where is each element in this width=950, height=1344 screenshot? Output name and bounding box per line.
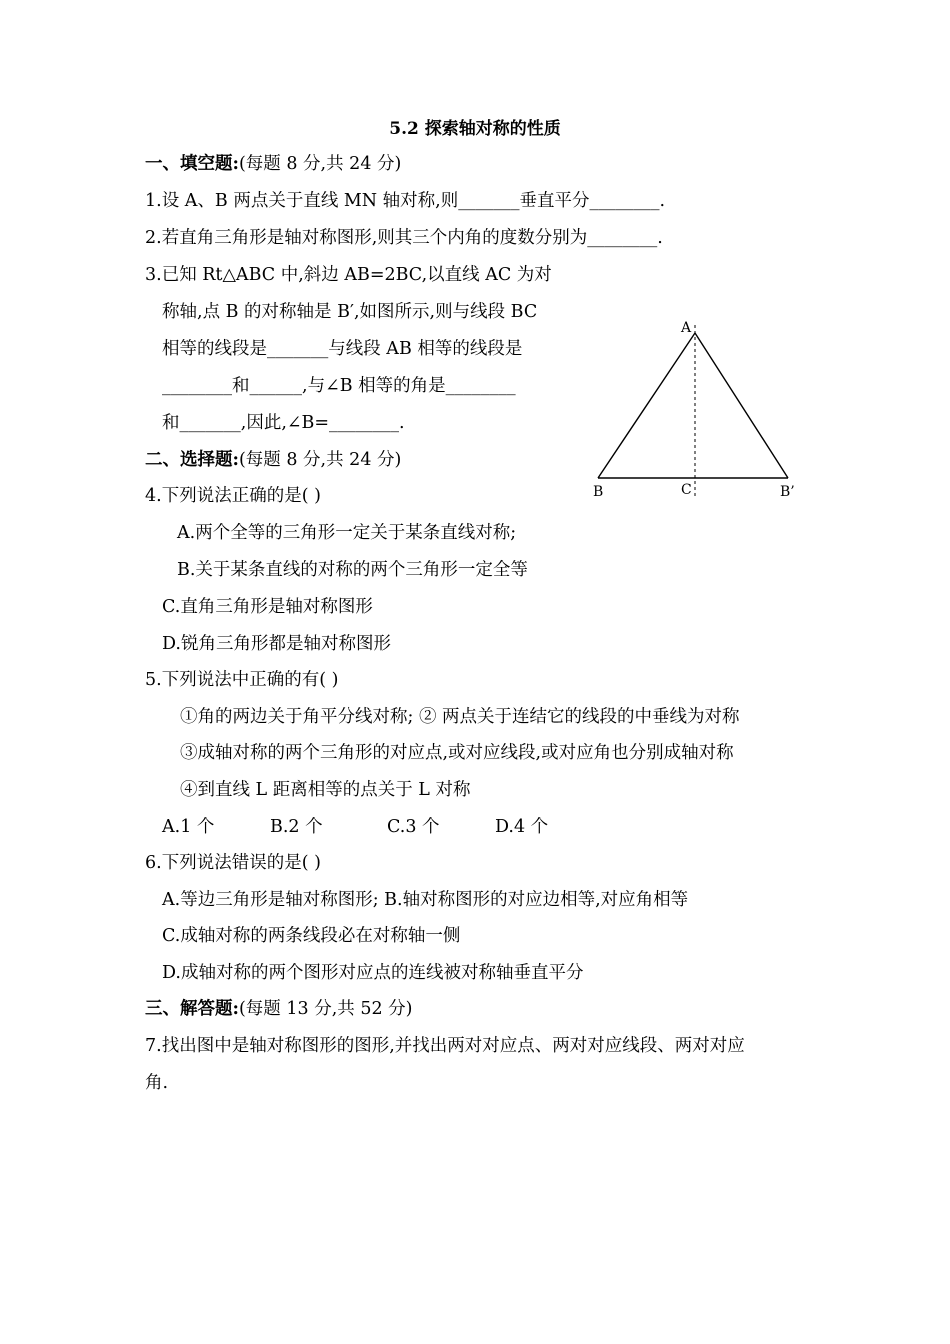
- question-6-option-ab: A.等边三角形是轴对称图形; B.轴对称图形的对应边相等,对应角相等: [162, 890, 689, 910]
- question-4-option-b: B.关于某条直线的对称的两个三角形一定全等: [177, 560, 528, 580]
- question-5-choice-a: A.1 个: [162, 817, 215, 837]
- triangle-figure: [588, 315, 803, 510]
- question-4-stem: 4.下列说法正确的是( ): [145, 486, 321, 506]
- question-5-choices: [162, 815, 548, 839]
- question-3-line-3: 相等的线段是_______与线段 AB 相等的线段是: [162, 339, 523, 359]
- question-6-stem: 6.下列说法错误的是( ): [145, 853, 321, 873]
- label-b-prime: B’: [780, 484, 795, 500]
- section3-header: [145, 997, 412, 1021]
- question-7-line-2: 角.: [145, 1073, 169, 1093]
- question-5-item-3: ④到直线 L 距离相等的点关于 L 对称: [180, 780, 471, 800]
- question-4-option-c: C.直角三角形是轴对称图形: [162, 597, 373, 617]
- question-3-line-5: 和_______,因此,∠B=________.: [162, 413, 405, 433]
- section1-heading: 一、填空题:: [145, 154, 239, 174]
- section3-heading: 三、解答题:: [145, 999, 239, 1019]
- question-6-option-c: C.成轴对称的两条线段必在对称轴一侧: [162, 926, 461, 946]
- section1-header: [145, 152, 401, 176]
- section2-note: (每题 8 分,共 24 分): [238, 450, 402, 470]
- question-4-option-a: A.两个全等的三角形一定关于某条直线对称;: [177, 523, 517, 543]
- question-3-line-1: 3.已知 Rt△ABC 中,斜边 AB=2BC,以直线 AC 为对: [145, 265, 552, 285]
- question-5-choice-c: C.3 个: [387, 817, 440, 837]
- question-2: 2.若直角三角形是轴对称图形,则其三个内角的度数分别为________.: [145, 228, 663, 248]
- label-b: B: [593, 484, 604, 500]
- question-5-stem: 5.下列说法中正确的有( ): [145, 670, 339, 690]
- page-title: 5.2 探索轴对称的性质: [389, 119, 561, 139]
- section3-note: (每题 13 分,共 52 分): [238, 999, 413, 1019]
- label-c: C: [681, 482, 692, 498]
- question-5-choice-d: D.4 个: [495, 817, 549, 837]
- question-5-choice-b: B.2 个: [270, 817, 323, 837]
- section2-header: [145, 448, 401, 472]
- question-3-line-2: 称轴,点 B 的对称轴是 B′,如图所示,则与线段 BC: [162, 302, 538, 322]
- label-a: A: [681, 320, 692, 336]
- question-1: 1.设 A、B 两点关于直线 MN 轴对称,则_______垂直平分________.: [145, 191, 666, 211]
- segment-ab-prime: [695, 333, 788, 478]
- question-6-option-d: D.成轴对称的两个图形对应点的连线被对称轴垂直平分: [162, 963, 584, 983]
- section2-heading: 二、选择题:: [145, 450, 239, 470]
- question-5-item-2: ③成轴对称的两个三角形的对应点,或对应线段,或对应角也分别成轴对称: [180, 743, 734, 763]
- question-4-option-d: D.锐角三角形都是轴对称图形: [162, 634, 391, 654]
- question-3-line-4: ________和______,与∠B 相等的角是________: [162, 376, 516, 396]
- segment-ab: [598, 333, 695, 478]
- question-5-item-1: ①角的两边关于角平分线对称; ② 两点关于连结它的线段的中垂线为对称: [180, 707, 740, 727]
- question-7-line-1: 7.找出图中是轴对称图形的图形,并找出两对对应点、两对对应线段、两对对应: [145, 1036, 745, 1056]
- section1-note: (每题 8 分,共 24 分): [238, 154, 402, 174]
